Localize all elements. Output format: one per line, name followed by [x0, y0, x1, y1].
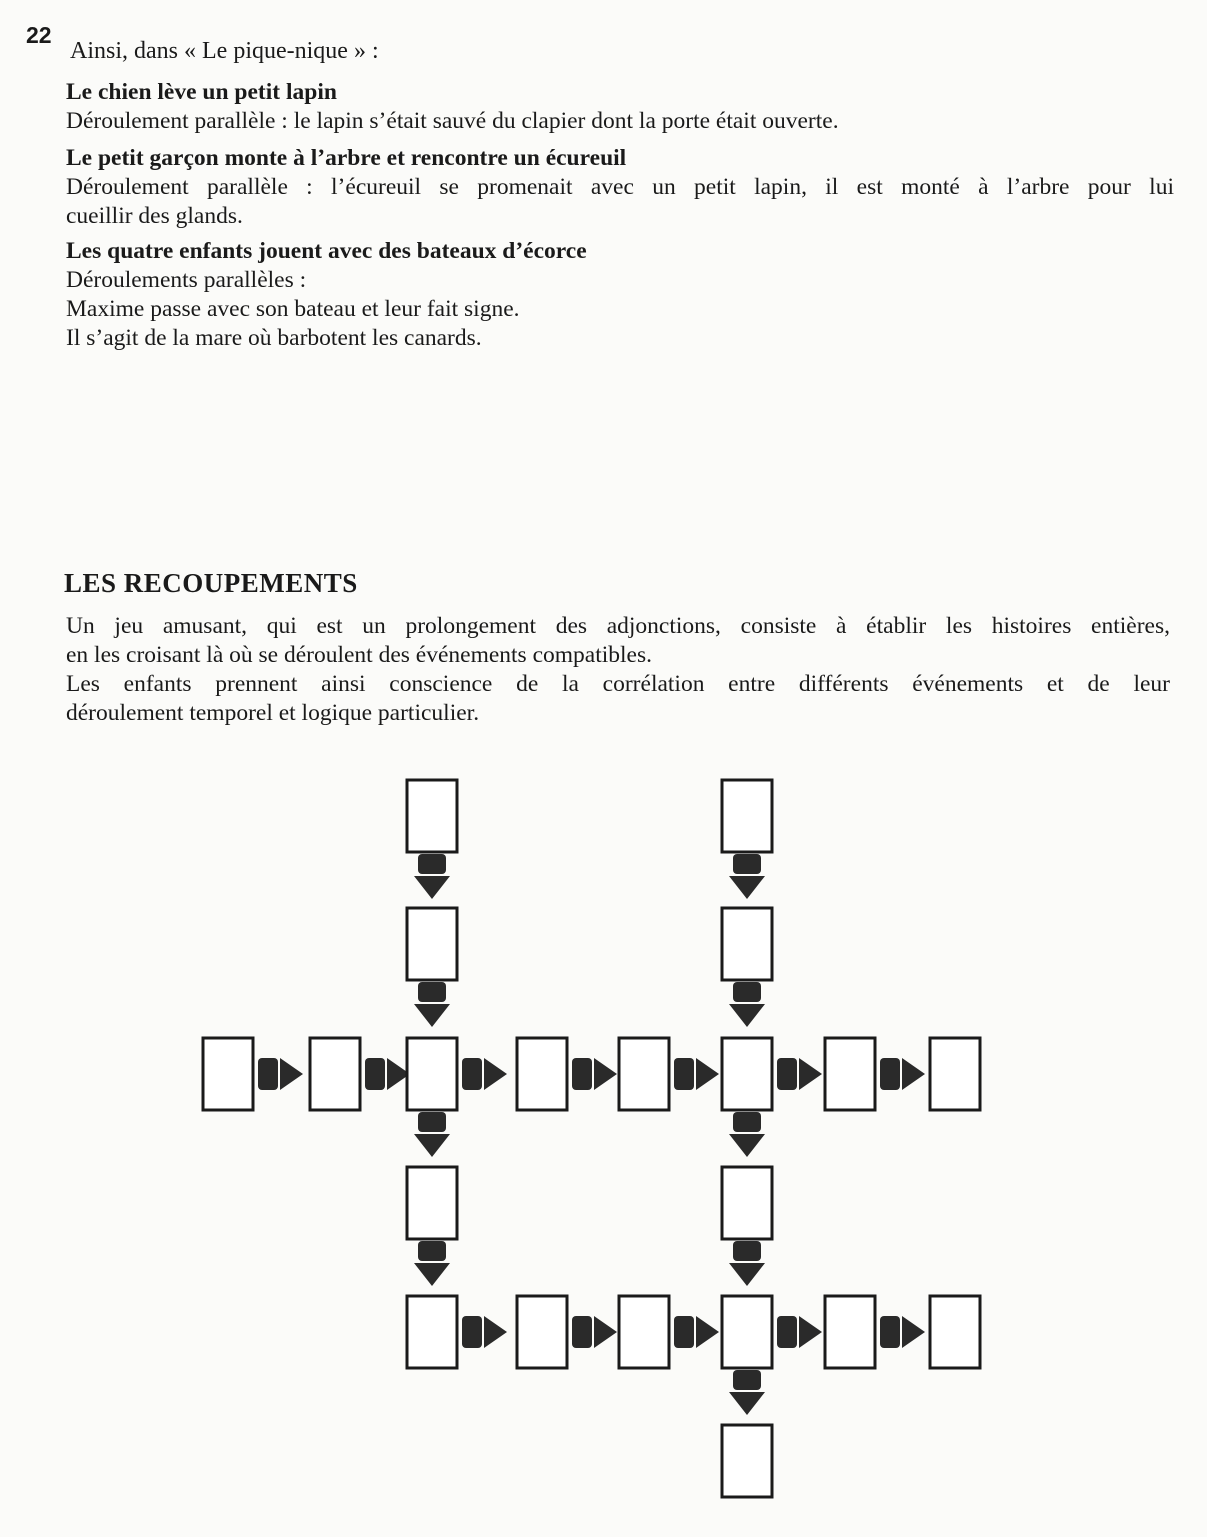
entry-line: Maxime passe avec son bateau et leur fait signe.	[66, 296, 520, 322]
arrow-down-icon	[414, 982, 450, 1027]
row-a-box	[619, 1038, 669, 1110]
paragraph-line: Un jeu amusant, qui est un prolongement des adjonctions, consiste à établir les histoires entières,	[66, 613, 1170, 639]
entry-line: cueillir des glands.	[66, 203, 243, 229]
arrow-down-icon	[414, 854, 450, 899]
page-number: 22	[26, 22, 52, 48]
col-right-box	[722, 908, 772, 980]
entry-line: Il s’agit de la mare où barbotent les canards.	[66, 325, 482, 351]
arrow-right-icon	[258, 1058, 303, 1090]
arrow-right-icon	[572, 1058, 617, 1090]
row-a-box	[825, 1038, 875, 1110]
intro-line: Ainsi, dans « Le pique-nique » :	[70, 38, 379, 64]
arrow-down-icon	[729, 1370, 765, 1415]
col-left-box	[407, 1167, 457, 1239]
row-a-box	[203, 1038, 253, 1110]
row-b-box	[825, 1296, 875, 1368]
col-left-box	[407, 780, 457, 852]
entry-heading: Les quatre enfants jouent avec des bateaux d’écorce	[66, 238, 587, 264]
arrow-right-icon	[777, 1316, 822, 1348]
arrow-down-icon	[414, 1241, 450, 1286]
arrow-right-icon	[777, 1058, 822, 1090]
row-b-box	[619, 1296, 669, 1368]
arrow-right-icon	[674, 1316, 719, 1348]
arrow-right-icon	[572, 1316, 617, 1348]
arrow-right-icon	[462, 1058, 507, 1090]
arrow-right-icon	[674, 1058, 719, 1090]
arrow-down-icon	[729, 1241, 765, 1286]
arrow-down-icon	[729, 982, 765, 1027]
row-b-box	[722, 1296, 772, 1368]
arrow-down-icon	[414, 1112, 450, 1157]
paragraph-line: Les enfants prennent ainsi conscience de la corrélation entre différents événements et de leur	[66, 671, 1170, 697]
paragraph-line: déroulement temporel et logique particulier.	[66, 700, 480, 726]
col-left-box	[407, 908, 457, 980]
row-a-box	[517, 1038, 567, 1110]
arrow-right-icon	[880, 1058, 925, 1090]
row-b-box	[517, 1296, 567, 1368]
col-right-box	[722, 1167, 772, 1239]
arrow-right-icon	[462, 1316, 507, 1348]
entry-heading: Le chien lève un petit lapin	[66, 79, 337, 105]
arrow-down-icon	[729, 854, 765, 899]
row-a-box	[930, 1038, 980, 1110]
arrow-right-icon	[880, 1316, 925, 1348]
section-title: LES RECOUPEMENTS	[64, 568, 358, 598]
row-a-box	[310, 1038, 360, 1110]
col-right-box	[722, 1425, 772, 1497]
arrow-down-icon	[729, 1112, 765, 1157]
row-a-box	[722, 1038, 772, 1110]
col-right-box	[722, 780, 772, 852]
row-b-box	[407, 1296, 457, 1368]
entry-heading: Le petit garçon monte à l’arbre et rencontre un écureuil	[66, 145, 627, 171]
row-a-box	[407, 1038, 457, 1110]
entry-line: Déroulement parallèle : l’écureuil se promenait avec un petit lapin, il est monté à l’arbre pour lui	[66, 174, 1174, 200]
paragraph-line: en les croisant là où se déroulent des événements compatibles.	[66, 642, 653, 668]
entry-line: Déroulements parallèles :	[66, 267, 307, 293]
entry-line: Déroulement parallèle : le lapin s’était sauvé du clapier dont la porte était ouverte.	[66, 108, 839, 134]
row-b-box	[930, 1296, 980, 1368]
arrow-right-icon	[365, 1058, 410, 1090]
